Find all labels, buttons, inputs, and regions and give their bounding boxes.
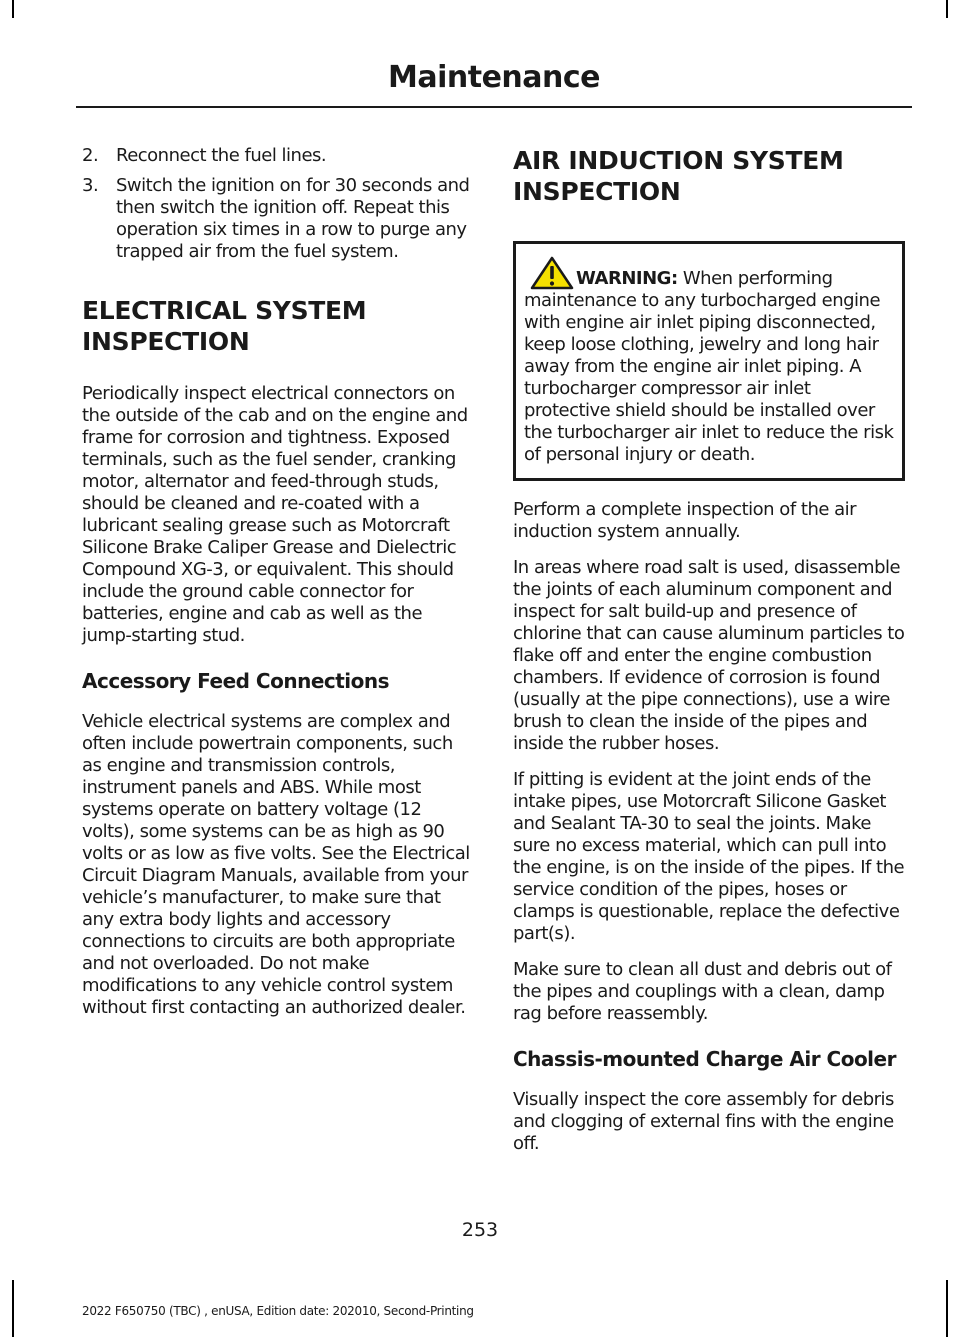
list-item-text: Reconnect the fuel lines. [116,145,327,166]
header-divider [76,106,912,108]
paragraph: Periodically inspect electrical connectors on the outside of the cab and on the engine and frame for corrosion and tightness. Exposed terminals, such as the fuel sender, cranking motor, alternator and feed-through studs, should be cleaned and re-coated with a lubricant sealing grease such as Motorcraft Silicone Brake Caliper Grease and Dielectric Compound XG-3, or equivalent. This should include the ground cable connector for batteries, engine and cab as well as the jump-starting stud. [82,383,468,646]
left-column [82,145,474,1033]
paragraph: Make sure to clean all dust and debris out of the pipes and couplings with a clean, damp rag before reassembly. [513,959,892,1024]
crop-mark-bottom-left [12,1280,14,1337]
list-item [82,145,474,167]
list-item-number: 2. [82,145,99,166]
warning-label: WARNING: [576,268,678,289]
page-title: Maintenance [387,60,600,95]
crop-mark-bottom-right [946,1280,948,1337]
list-item-text: Switch the ignition on for 30 seconds and then switch the ignition off. Repeat this operation six times in a row to purge any trapped air from the fuel system. [116,175,470,262]
section-heading-electrical: ELECTRICAL SYSTEM INSPECTION [82,296,367,356]
warning-triangle-icon [530,256,574,290]
subsection-heading-charge-air-cooler: Chassis-mounted Charge Air Cooler [513,1047,896,1071]
right-column [513,145,905,1169]
crop-mark-top-left [12,0,14,18]
step-list [82,145,474,263]
section-heading-air-induction: AIR INDUCTION SYSTEM INSPECTION [513,146,844,206]
subsection-heading-accessory: Accessory Feed Connections [82,669,390,693]
crop-mark-top-right [946,0,948,18]
paragraph: Vehicle electrical systems are complex and often include powertrain components, such as engine and transmission controls, instrument panels and ABS. While most systems operate on battery voltage (12 volts), some systems can be as high as 90 volts or as low as five volts. See the Electrical Circuit Diagram Manuals, available from your vehicle’s manufacturer, to make sure that any extra body lights and accessory connections to circuits are both appropriate and not overloaded. Do not make modifications to any vehicle control system without first contacting an authorized dealer. [82,711,470,1018]
paragraph: If pitting is evident at the joint ends of the intake pipes, use Motorcraft Silicone Gasket and Sealant TA-30 to seal the joints. Make sure no excess material, which can pull into the engine, is on the inside of the pipes. If the service condition of the pipes, hoses or clamps is questionable, replace the defective part(s). [513,769,905,944]
paragraph: In areas where road salt is used, disassemble the joints of each aluminum component and inspect for salt build-up and presence of chlorine that can cause aluminum particles to flake off and enter the engine combustion chambers. If evidence of corrosion is found (usually at the pipe connections), use a wire brush to clean the inside of the pipes and inside the rubber hoses. [513,557,905,754]
list-item [82,175,474,263]
page-number: 253 [461,1219,499,1241]
paragraph: Perform a complete inspection of the air induction system annually. [513,499,857,542]
paragraph: Visually inspect the core assembly for debris and clogging of external fins with the engine off. [513,1089,894,1154]
list-item-number: 3. [82,175,99,196]
warning-text: When performing maintenance to any turbocharged engine with engine air inlet piping disconnected, keep loose clothing, jewelry and long hair away from the engine air inlet piping. A turbocharger compressor air inlet protective shield should be installed over the turbocharger air inlet to reduce the risk of personal injury or death. [524,268,894,465]
warning-box [513,241,905,481]
edition-footer: 2022 F650750 (TBC) , enUSA, Edition date: 202010, Second-Printing [82,1304,474,1318]
